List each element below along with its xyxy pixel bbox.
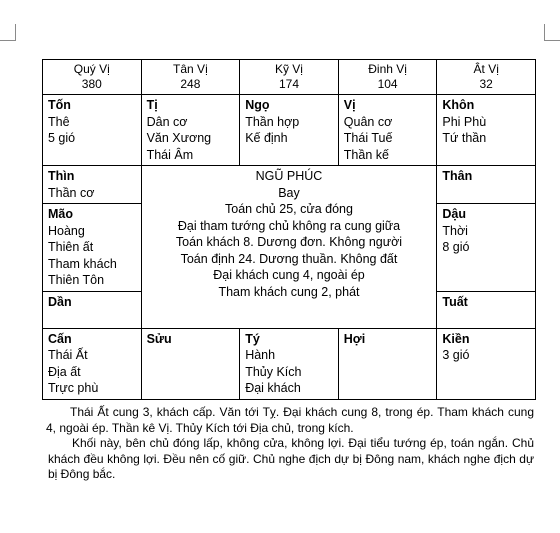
palace-name: Dậu: [442, 207, 466, 221]
header-name: Ât Vị: [473, 62, 499, 76]
center-title: NGŨ PHÚC: [255, 169, 323, 183]
palace-line: Trực phù: [48, 381, 99, 395]
palace-row-middle-1: [43, 166, 536, 204]
palace-line: 5 gió: [48, 131, 76, 145]
header-value: 248: [180, 77, 201, 91]
palace-line: Hoàng: [48, 223, 85, 238]
header-cell: [141, 60, 240, 95]
palace-cell-suu: [141, 328, 240, 399]
palace-name: Kiền: [442, 331, 470, 346]
center-panel: [141, 166, 437, 329]
palace-line: Thiên Tôn: [48, 273, 105, 287]
crop-mark-top-right: [544, 24, 560, 41]
palace-cell-can: [43, 328, 142, 399]
palace-name: Hợi: [343, 331, 366, 346]
header-row: [43, 60, 536, 95]
palace-cell-thin: [43, 166, 142, 204]
palace-name: Vị: [343, 98, 356, 112]
palace-line: Thái Tuế: [343, 131, 393, 145]
header-name: Quý Vị: [73, 62, 110, 76]
palace-name: Ngọ: [245, 98, 270, 112]
palace-line: Đại khách: [245, 381, 301, 395]
palace-line: Thê: [48, 114, 70, 129]
palace-cell-mao: [43, 204, 142, 292]
header-name: Kỹ Vị: [274, 62, 303, 76]
paragraph: Thái Ất cung 3, khách cấp. Văn tới Tỵ. Đại khách cung 8, trong ép. Tham khách cung 4, ngoài ép. Thần kê Vị. Thủy Kích tới Địa chủ, trong kích.: [46, 405, 534, 435]
center-line: Bay: [278, 185, 300, 200]
center-line: Toán chủ 25, cửa đóng: [225, 202, 353, 216]
palace-line: Thần hợp: [245, 114, 300, 129]
palace-line: Thủy Kích: [245, 364, 302, 379]
palace-line: Tham khách: [48, 256, 117, 271]
palace-cell-tuat: [437, 291, 536, 328]
palace-cell-ngo: [240, 95, 339, 166]
header-value: 380: [81, 77, 102, 91]
header-value: 104: [377, 77, 398, 91]
palace-row-bottom: [43, 328, 536, 399]
palace-cell-dan: [43, 291, 142, 328]
header-cell: [437, 60, 536, 95]
body-text: [48, 405, 534, 483]
palace-line: Thái Âm: [146, 147, 194, 162]
palace-cell-vi: [338, 95, 437, 166]
header-cell: [43, 60, 142, 95]
palace-cell-ti: [141, 95, 240, 166]
palace-name: Thìn: [48, 169, 75, 183]
palace-line: 3 gió: [442, 348, 470, 362]
palace-line: 8 gió: [442, 240, 470, 254]
crop-mark-top-left: [0, 24, 16, 41]
header-cell: [240, 60, 339, 95]
header-name: Đinh Vị: [368, 62, 407, 76]
palace-name: Tốn: [48, 98, 71, 112]
center-line: Tham khách cung 2, phát: [218, 284, 360, 299]
palace-line: Văn Xương: [146, 131, 212, 145]
palace-cell-khon: [437, 95, 536, 166]
palace-line: Tứ thần: [442, 131, 487, 145]
palace-name: Tuất: [442, 294, 468, 309]
palace-name: Mão: [48, 207, 73, 221]
palace-line: Thần kế: [343, 147, 389, 162]
palace-name: Sửu: [146, 331, 172, 346]
center-line: Đại khách cung 4, ngoài ép: [213, 268, 365, 282]
palace-line: Dân cơ: [146, 114, 188, 129]
palace-line: Hành: [245, 348, 276, 362]
header-value: 32: [479, 77, 493, 91]
divination-chart-table: [42, 59, 536, 400]
palace-line: Địa ất: [48, 364, 81, 379]
palace-name: Tý: [245, 331, 260, 346]
palace-name: Khôn: [442, 98, 475, 112]
palace-name: Tị: [146, 98, 158, 112]
palace-cell-dau: [437, 204, 536, 292]
palace-cell-ton: [43, 95, 142, 166]
palace-name: Cấn: [48, 331, 72, 346]
palace-line: Thái Ất: [48, 348, 88, 362]
palace-cell-ty: [240, 328, 339, 399]
palace-cell-kien: [437, 328, 536, 399]
palace-line: Quân cơ: [343, 114, 393, 129]
palace-line: Thiên ất: [48, 240, 94, 254]
palace-cell-hoi: [338, 328, 437, 399]
paragraph: Khối này, bên chủ đóng lấp, không cửa, không lợi. Đại tiểu tướng ép, toán ngắn. Chủ khách đều không lợi. Đều nên cố giữ. Chủ nghe địch dự bị Đông nam, khách nghe địch dự bị Đông bắc.: [48, 436, 534, 481]
center-line: Toán khách 8. Dương đơn. Không người: [175, 235, 403, 249]
palace-line: Phi Phù: [442, 114, 487, 129]
center-line: Toán định 24. Dương thuần. Không đất: [180, 251, 398, 266]
header-cell: [338, 60, 437, 95]
palace-name: Dần: [48, 294, 72, 309]
palace-row-top: [43, 95, 536, 166]
header-name: Tân Vị: [173, 62, 208, 76]
header-value: 174: [278, 77, 299, 91]
palace-line: Kế định: [245, 131, 288, 145]
palace-line: Thời: [442, 223, 468, 238]
palace-name: Thân: [442, 169, 473, 183]
palace-line: Thần cơ: [48, 185, 95, 200]
center-line: Đại tham tướng chủ không ra cung giữa: [177, 218, 401, 233]
palace-cell-than: [437, 166, 536, 204]
